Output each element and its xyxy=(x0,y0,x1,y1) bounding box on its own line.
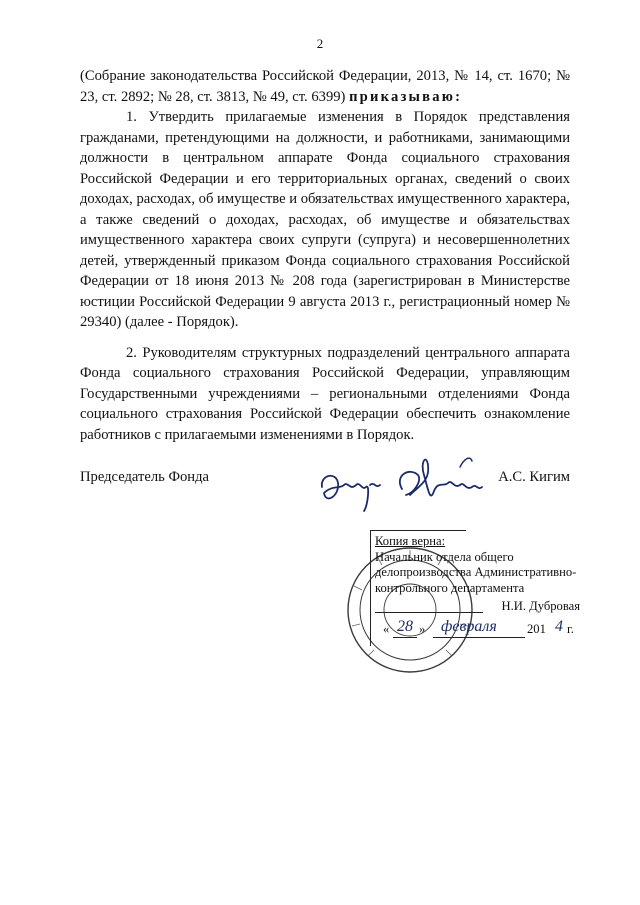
signer-name: А.С. Кигим xyxy=(498,469,570,485)
date-year-prefix: 201 xyxy=(527,622,546,637)
paragraph-item-2: 2. Руководителям структурных подразделений центрального аппарата Фонда социального страхования Российской Федерации, управляющим Государственными учреждениями – региональными отделениями Фонда социального страхования Российской Федерации обеспечить ознакомление работников с прилагаемыми изменениями в Порядок. xyxy=(80,344,570,443)
certification-top-border xyxy=(370,530,466,531)
certification-signature-row xyxy=(375,598,580,616)
paragraph-item-1: 1. Утвердить прилагаемые изменения в Порядок представления гражданами, претендующими на должности, и работниками, занимающими должности в центральном аппарате Фонда социального страхования Российской Федерации и его территориальных органах, сведений о своих доходах, расходах, об имуществе и обязательствах имущественного характера, а также сведений о доходах, расходах, об имуществе и обязательствах имущественного характера своих супруги (супруга) и несовершеннолетних детей, утвержденный приказом Фонда социального страхования Российской Федерации от 18 июня 2013 № 208 года (зарегистрирован в Министерстве юстиции Российской Федерации 9 августа 2013 г., регистрационный номер № 29340) (далее - Порядок). xyxy=(80,109,570,330)
paragraph-intro xyxy=(80,66,570,107)
page-number: 2 xyxy=(316,36,324,51)
certification-lines xyxy=(375,534,580,642)
date-year-digit: 4 xyxy=(555,618,563,636)
signature-row xyxy=(80,465,570,525)
document-body xyxy=(80,66,570,445)
certification-position-line-2: делопроизводства Административно- xyxy=(375,565,577,580)
certification-signature-line xyxy=(375,612,483,613)
intro-text: (Собрание законодательства Российской Федерации, 2013, № 14, ст. 1670; № 23, ст. 2892; № 28, ст. 3813, № 49, ст. 6399) xyxy=(80,68,570,105)
certifier-name: Н.И. Дубровая xyxy=(501,599,580,614)
date-month-line xyxy=(433,637,525,638)
certification-heading: Копия верна: xyxy=(375,534,446,548)
date-quote-close: » xyxy=(419,622,426,637)
date-day: 28 xyxy=(397,618,413,636)
date-day-line xyxy=(393,637,417,638)
certification-position-line-1: Начальник отдела общего xyxy=(375,549,514,564)
date-year-suffix: г. xyxy=(567,622,574,637)
certification-frame xyxy=(370,530,374,646)
decree-word: приказываю: xyxy=(349,88,463,105)
signer-title: Председатель Фонда xyxy=(80,469,209,485)
date-quote-open: « xyxy=(383,622,390,637)
certification-date xyxy=(375,618,580,642)
copy-certification xyxy=(370,530,580,645)
certification-position-line-3: контрольного департамента xyxy=(375,580,525,595)
date-month: февраля xyxy=(441,618,497,636)
